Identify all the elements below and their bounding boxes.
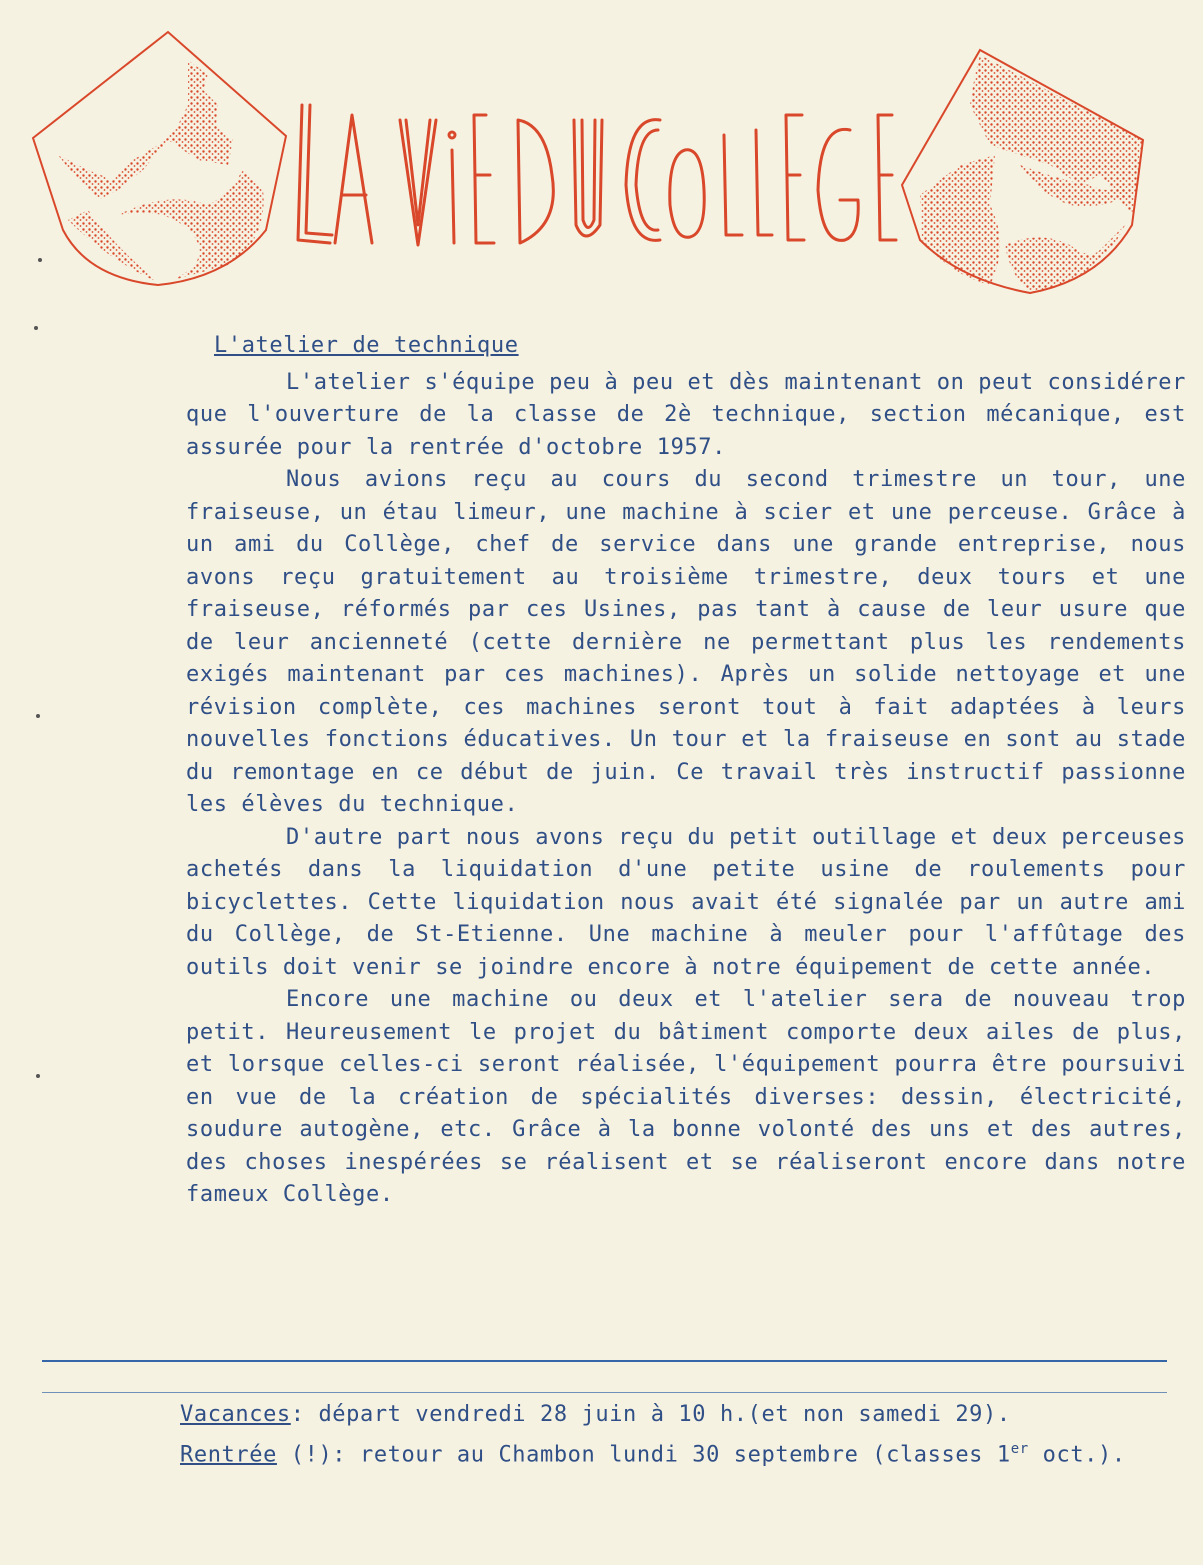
divider-rule-thin bbox=[42, 1392, 1167, 1393]
rentree-tail: oct.). bbox=[1028, 1442, 1126, 1468]
margin-speck bbox=[38, 258, 42, 262]
article-paragraph-4: Encore une machine ou deux et l'atelier sera de nouveau trop petit. Heureusement le projet du bâtiment comporte deux ailes de plus, et lorsque celles-ci seront réalisée, l'équipement pourra être poursuivi en vue de la création de spécialités diverses: dessin, électricité, soudure autogène, etc. Grâce à la bonne volonté des uns et des autres, des choses inespérées se réalisent et se réaliseront encore dans notre fameux Collège. bbox=[186, 987, 1186, 1207]
article-atelier bbox=[186, 330, 1186, 1212]
article-heading: L'atelier de technique bbox=[214, 333, 519, 358]
rentree-label: Rentrée bbox=[180, 1442, 277, 1468]
divider-rule bbox=[42, 1360, 1167, 1362]
margin-speck bbox=[36, 1074, 40, 1078]
rentree-superscript: er bbox=[1010, 1441, 1029, 1457]
margin-speck bbox=[34, 326, 38, 330]
rentree-note bbox=[180, 1432, 1180, 1472]
masthead-title-lettering bbox=[290, 75, 910, 275]
article-paragraph-2: Nous avions reçu au cours du second trimestre un tour, une fraiseuse, un étau limeur, une machine à scier et une perceuse. Grâce à un ami du Collège, chef de service dans une grande entreprise, nous avons reçu gratuitement au troisième trimestre, deux tours et une fraiseuse, réformés par ces Usines, pas tant à cause de leur usure que de leur ancienneté (cette dernière ne permettant plus les rendements exigés maintenant par ces machines). Après un solide nettoyage et une révision complète, ces machines seront tout à fait adaptées à leurs nouvelles fonctions éducatives. Un tour et la fraiseuse en sont au stade du remontage en ce début de juin. Ce travail très instructif passionne les élèves du technique. bbox=[186, 467, 1186, 817]
notes-section bbox=[180, 1398, 1180, 1472]
vacances-text: : départ vendredi 28 juin à 10 h.(et non samedi 29). bbox=[290, 1402, 1011, 1427]
vacances-label: Vacances bbox=[180, 1402, 291, 1427]
article-paragraph-1: L'atelier s'équipe peu à peu et dès maintenant on peut considérer que l'ouverture de la classe de 2è technique, section mécanique, est assurée pour la rentrée d'octobre 1957. bbox=[186, 369, 1186, 460]
article-paragraph-3: D'autre part nous avons reçu du petit outillage et deux perceuses achetés dans la liquidation d'une petite usine de roulements pour bicyclettes. Cette liquidation nous avait été signalée par un autre ami du Collège, de St-Etienne. Une machine à meuler pour l'affûtage des outils doit venir se joindre encore à notre équipement de cette année. bbox=[186, 824, 1186, 980]
right-coat-of-arms-icon bbox=[900, 45, 1145, 295]
left-coat-of-arms-icon bbox=[28, 30, 288, 290]
rentree-text: (!): retour au Chambon lundi 30 septembre (classes 1 bbox=[276, 1442, 1011, 1468]
vacances-note bbox=[180, 1398, 1180, 1432]
masthead bbox=[0, 0, 1203, 310]
margin-speck bbox=[36, 714, 40, 718]
